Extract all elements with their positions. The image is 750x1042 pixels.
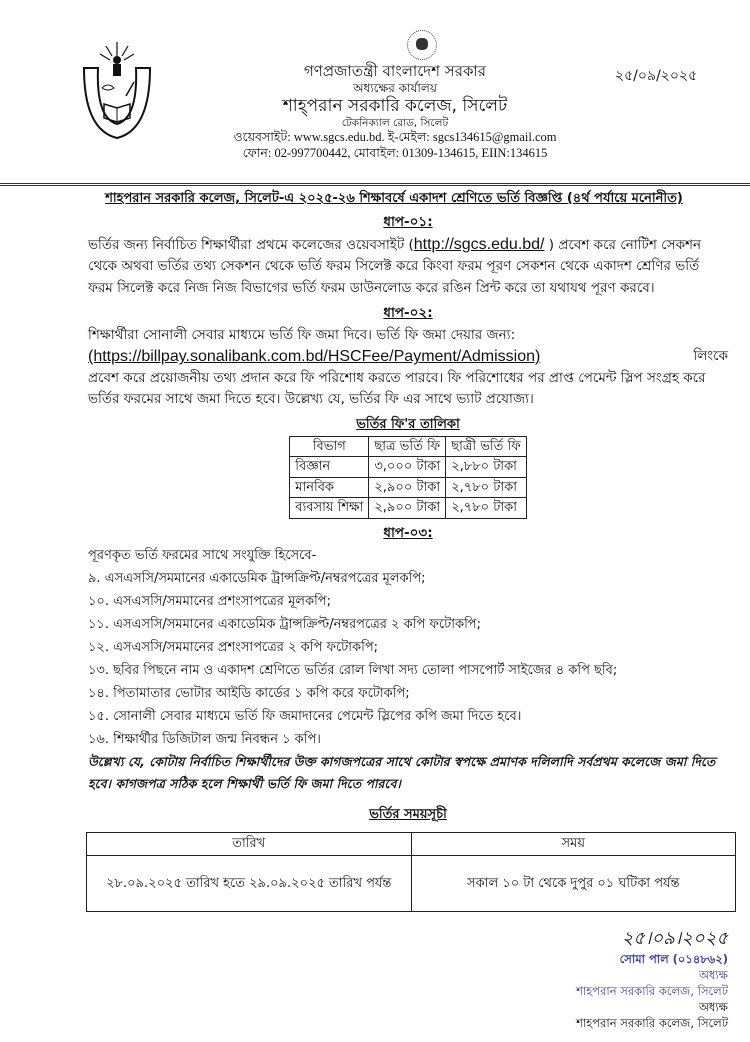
college-logo: [76, 38, 158, 142]
quota-note: উল্লেখ্য যে, কোটায় নির্বাচিত শিক্ষার্থীদের উক্ত কাগজপত্রের সাথে কোটার স্বপক্ষে প্রমাণক দলিলাদি সর্বপ্রথম কলেজে জমা দিতে হবে। কাগজপত্র সঠিক হলে শিক্ষার্থী ভর্তি ফি জমা দিতে পারবে।: [88, 754, 716, 792]
schedule-header: [87, 833, 736, 856]
step3-heading: ধাপ-০৩:: [383, 524, 433, 541]
list-item: ১৪. পিতামাতার ভোটার আইডি কার্ডের ১ কপি করে ফটোকপি;: [88, 686, 410, 702]
payment-link[interactable]: (https://billpay.sonalibank.com.bd/HSCFee/Payment/Admission): [88, 348, 541, 366]
government-emblem: [407, 30, 437, 60]
female-fee: ২,৭৮০ টাকা: [446, 498, 527, 519]
fee-table: [289, 436, 527, 519]
office-name: অধ্যক্ষের কার্যালয়: [353, 80, 437, 95]
list-item: ১৩. ছবির পিছনে নাম ও একাদশ শ্রেণিতে ভর্তির রোল লিখা সদ্য তোলা পাসপোর্ট সাইজের ৪ কপি ছবি;: [88, 663, 618, 679]
college-website-link[interactable]: http://sgcs.edu.bd/: [413, 235, 545, 253]
college-address: টেকনিক্যাল রোড, সিলেট: [341, 117, 449, 129]
list-item: ১০. এসএসসি/সমমানের প্রশংসাপত্রের মূলকপি;: [88, 594, 332, 610]
step1-text-before: ভর্তির জন্য নির্বাচিত শিক্ষার্থীরা প্রথমে কলেজের ওয়েবসাইট (: [88, 236, 414, 253]
table-row: [290, 498, 527, 519]
column-header: তারিখ: [87, 833, 412, 856]
step2-line1: শিক্ষার্থীরা সোনালী সেবার মাধ্যমে ভর্তি ফি জমা দিবে। ভর্তি ফি জমা দেয়ার জন্য:: [88, 326, 516, 343]
table-row: [290, 477, 527, 498]
schedule-date: ২৮.০৯.২০২৫ তারিখ হতে ২৯.০৯.২০২৫ তারিখ পর্যন্ত: [87, 855, 412, 911]
department: ব্যবসায় শিক্ষা: [290, 498, 369, 519]
list-item: ৯. এসএসসি/সমমানের একাডেমিক ট্রান্সক্রিপ্ট/নম্বরপত্রের মূলকপি;: [88, 571, 426, 587]
contact-phone: ফোন: 02-997700442, মোবাইল: 01309-134615, EIIN:134615: [242, 145, 548, 160]
female-fee: ২,৭৮০ টাকা: [446, 477, 527, 498]
female-fee: ২,৮৮০ টাকা: [446, 457, 527, 478]
notice-title: শাহপরান সরকারি কলেজ, সিলেট-এ ২০২৫-২৬ শিক্ষাবর্ষে একাদশ শ্রেণিতে ভর্তি বিজ্ঞপ্তি (৪র্থ পর্যায়ে মনোনীত): [105, 191, 683, 206]
stamp-college: শাহপরান সরকারি কলেজ, সিলেট: [576, 984, 728, 999]
department: বিজ্ঞান: [290, 457, 369, 478]
stamp-name: সোমা পাল (০১৪৮৬২): [619, 952, 728, 967]
fee-table-title: ভর্তির ফি'র তালিকা: [356, 416, 460, 432]
column-header: ছাত্রী ভর্তি ফি: [446, 436, 527, 457]
step1-text-after: ) প্রবেশ করে নোটিশ সেকশন থেকে অথবা ভর্তির তথ্য সেকশন থেকে ভর্তি ফরম সিলেক্ট করে কিংবা ফরম পূরণ সেকশন থেকে একাদশ শ্রেণির ভর্তি ফরম সিলেক্ট করে নিজ নিজ বিভাগের ভর্তি ফরম ডাউনলোড করে রঙিন প্রিন্ট করে তা যথাযথ পূরণ করবে।: [88, 236, 702, 296]
step2-text: [88, 325, 728, 411]
contact-web-email: ওয়েবসাইট: www.sgcs.edu.bd. ই-মেইল: sgcs134615@gmail.com: [233, 130, 557, 145]
signature-stack: [576, 926, 728, 1032]
department: মানবিক: [290, 477, 369, 498]
schedule-time: সকাল ১০ টা থেকে দুপুর ০১ ঘটিকা পর্যন্ত: [411, 855, 736, 911]
signatory-title: অধ্যক্ষ: [698, 1000, 728, 1015]
column-header: বিভাগ: [290, 436, 369, 457]
list-item: ১২. এসএসসি/সমমানের প্রশংসাপত্রের ২ কপি ফটোকপি;: [88, 640, 379, 656]
schedule-title: ভর্তির সময়সূচী: [369, 807, 447, 823]
government-name: গণপ্রজাতন্ত্রী বাংলাদেশ সরকার: [303, 62, 487, 80]
payment-link-suffix: লিংকে: [693, 348, 728, 365]
male-fee: ৩,০০০ টাকা: [369, 457, 446, 478]
fee-table-header: [290, 436, 527, 457]
table-row: [87, 855, 736, 911]
table-row: [290, 457, 527, 478]
signatory-college: শাহপরান সরকারি কলেজ, সিলেট: [576, 1016, 728, 1031]
step2-text-after: প্রবেশ করে প্রয়োজনীয় তথ্য প্রদান করে ফি পরিশোধ করতে পারবে। ফি পরিশোধের পর প্রাপ্ত পেমেন্ট স্লিপ সংগ্রহ করে ভর্তির ফরমের সাথে জমা দিতে হবে। উল্লেখ্য যে, ভর্তির ফি এর সাথে ভ্যাট প্রযোজ্য।: [88, 369, 706, 408]
letterhead-text: [190, 62, 600, 161]
step2-heading: ধাপ-০২:: [383, 305, 433, 322]
notice-date: ২৫/০৯/২০২৫: [615, 68, 698, 84]
column-header: সময়: [411, 833, 736, 856]
handwritten-signature-date: ২৫।০৯।২০২৫: [621, 927, 728, 949]
list-item: ১৬. শিক্ষার্থীর ডিজিটাল জন্ম নিবন্ধন ১ কপি।: [88, 732, 321, 748]
signature-block: [88, 926, 728, 1032]
stamp-title: অধ্যক্ষ: [698, 968, 728, 983]
step1-heading: ধাপ-০১:: [383, 214, 433, 231]
attachments-list: [88, 544, 728, 751]
list-item: ১১. এসএসসি/সমমানের একাডেমিক ট্রান্সক্রিপ্ট/নম্বরপত্রের ২ কপি ফটোকপি;: [88, 617, 481, 633]
column-header: ছাত্র ভর্তি ফি: [369, 436, 446, 457]
list-item: ১৫. সোনালী সেবার মাধ্যমে ভর্তি ফি জমাদানের পেমেন্ট স্লিপের কপি জমা দিতে হবে।: [88, 709, 522, 725]
schedule-table: [86, 832, 736, 912]
step1-text: [88, 234, 728, 300]
notice-body: [0, 186, 750, 1042]
letterhead: [0, 0, 750, 183]
male-fee: ২,৯০০ টাকা: [369, 498, 446, 519]
college-name: শাহ্পরান সরকারি কলেজ, সিলেট: [282, 95, 508, 116]
male-fee: ২,৯০০ টাকা: [369, 477, 446, 498]
attachments-intro: পূরণকৃত ভর্তি ফরমের সাথে সংযুক্তি হিসেবে-: [88, 548, 317, 564]
